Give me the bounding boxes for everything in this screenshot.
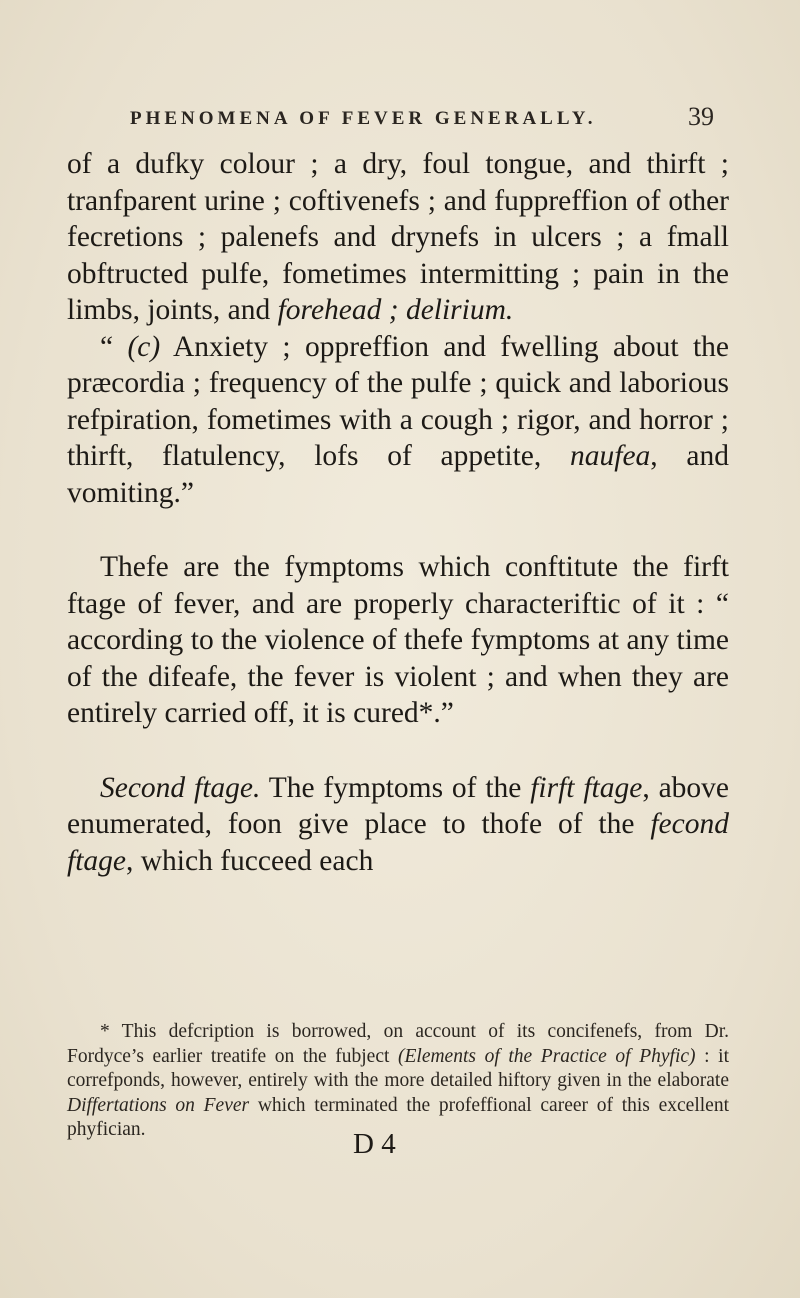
footnote-text-a: * This defcription is borrowed, on account of its concifenefs, from Dr. Fordyce’s earlier treatife on the fubject bbox=[67, 1021, 729, 1067]
paragraph-4-italic-b: firft ftage bbox=[530, 771, 643, 804]
page-number: 39 bbox=[688, 102, 714, 131]
footnote-italic-a: (Elements of the Practice of Phyfic) bbox=[398, 1045, 696, 1067]
paragraph-2-marker: (c) bbox=[127, 330, 161, 363]
paragraph-4-text-b: , above enumerated, foon give place to thofe of the bbox=[67, 771, 730, 840]
paragraph-gap bbox=[67, 732, 729, 770]
paragraph-3-text: Thefe are the fymptoms which conftitute the firft ftage of fever, and are properly characteriftic of it : “ according to the violence of thefe fymptoms at any time of the difeafe, the fever is violent ; and when they are entirely carried off, it is cured*.” bbox=[67, 551, 729, 729]
running-title: PHENOMENA OF FEVER GENERALLY. bbox=[130, 108, 597, 129]
footnote-text-b: : it correfponds, however, entirely with the more detailed hiftory given in the elaborate bbox=[67, 1045, 729, 1091]
footnote-text-c: which terminated the profeffional career of this excellent phyfician. bbox=[67, 1094, 729, 1140]
paragraph-2-tail: , and vomiting.” bbox=[67, 440, 729, 509]
paragraph-2-open-quote: “ bbox=[100, 330, 128, 363]
paragraph-4-italic-lead: Second ftage. bbox=[100, 771, 261, 804]
running-head bbox=[108, 102, 714, 146]
paragraph-4-text-c: , which fucceed each bbox=[126, 844, 374, 877]
paragraph-second-stage bbox=[67, 770, 729, 880]
paragraph-4-text-a: The fymptoms of the bbox=[260, 771, 531, 804]
footnote bbox=[67, 1020, 729, 1143]
paragraph-first-stage bbox=[67, 549, 729, 732]
paragraph-4-italic-c: fecond ftage bbox=[67, 808, 729, 877]
paragraph-stage-c-quote bbox=[67, 329, 729, 512]
paragraph-symptom-list bbox=[67, 146, 729, 329]
paragraph-1-italic-tail: forehead ; delirium. bbox=[277, 294, 514, 326]
footnote-italic-b: Differtations on Fever bbox=[67, 1094, 250, 1116]
paragraph-1-text: of a dufky colour ; a dry, foul tongue, and thirft ; tranfparent urine ; coftivenefs ; and fuppreffion of other fecretions ; palenefs and drynefs in ulcers ; a fmall obftructed pulfe, fometimes intermitting ; pain in the limbs, joints, and bbox=[67, 148, 729, 326]
footnote-text bbox=[67, 1020, 729, 1143]
paragraph-2-text: Anxiety ; oppreffion and fwelling about the præcordia ; frequency of the pulfe ; quick and laborious refpiration, fometimes with a cough ; rigor, and horror ; thirft, flatulency, lofs of appetite, bbox=[67, 330, 729, 472]
signature-mark: D 4 bbox=[353, 1128, 396, 1160]
body-text bbox=[67, 146, 729, 879]
paragraph-gap bbox=[67, 511, 729, 549]
paragraph-2-italic-word: naufea bbox=[570, 440, 651, 472]
